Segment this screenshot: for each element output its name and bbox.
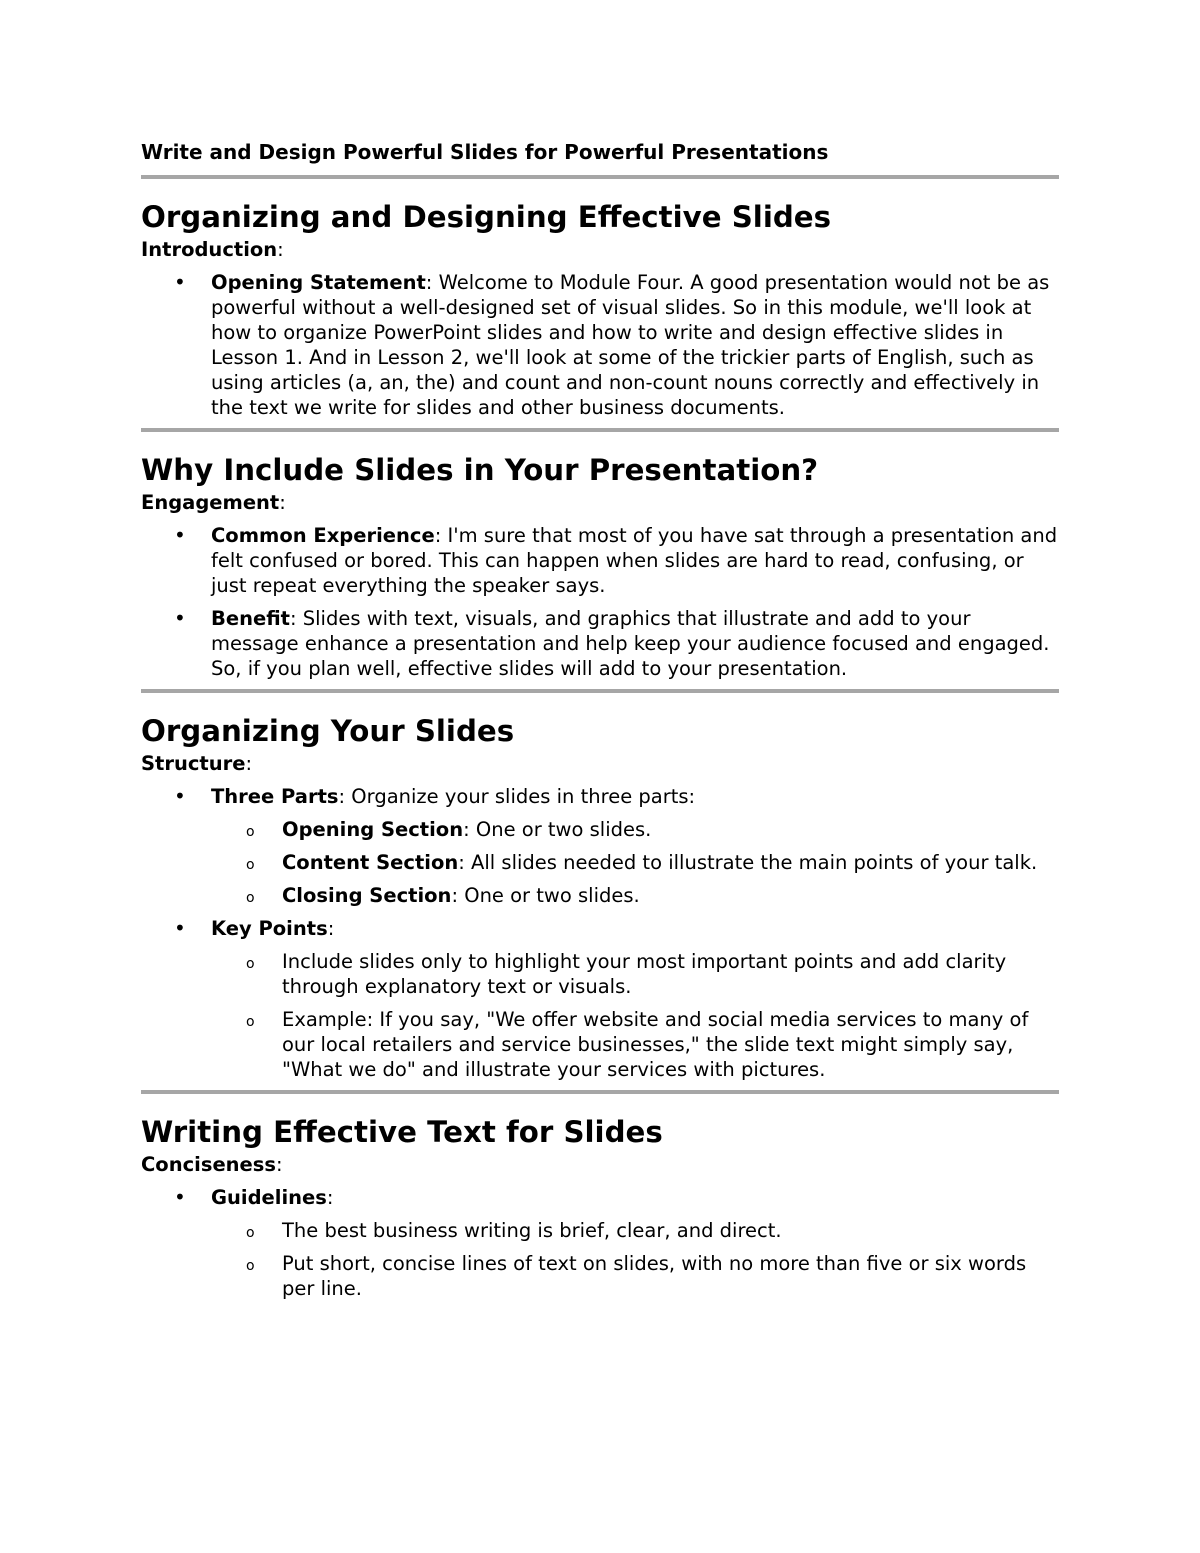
sub-bullet-list: [211, 1218, 1059, 1301]
sub-list-item: [211, 850, 1059, 875]
sub-bullet-icon: o: [246, 1225, 255, 1241]
list-item: [141, 270, 1059, 420]
section-divider: [141, 428, 1059, 432]
list-item: [141, 1185, 1059, 1301]
sub-bullet-icon: o: [246, 1014, 255, 1030]
subheading-label: Introduction: [141, 238, 278, 261]
section-subheading: [141, 490, 1059, 523]
subheading-label: Engagement: [141, 491, 280, 514]
item-term: Opening Statement: [211, 271, 426, 294]
bullet-list: [141, 523, 1059, 681]
sub-item-term: Content Section: [282, 851, 459, 874]
subheading-colon: :: [279, 491, 286, 514]
section-3: [141, 714, 1059, 1094]
bullet-icon: •: [174, 1185, 186, 1209]
sub-item-text: The best business writing is brief, clear, and direct.: [282, 1219, 782, 1242]
subheading-colon: :: [245, 752, 253, 775]
title-divider: [141, 175, 1059, 179]
section-4: [141, 1115, 1059, 1301]
section-subheading: [141, 1152, 1059, 1185]
sub-item-text: Example: If you say, "We offer website and social media services to many of our local retailers and service businesses," the slide text might simply say, "What we do" and illustrate your services with pictures.: [282, 1008, 1029, 1081]
term-colon: :: [425, 271, 439, 294]
bullet-list: [141, 1185, 1059, 1301]
list-item: [141, 523, 1059, 598]
term-colon: :: [338, 785, 352, 808]
bullet-icon: •: [174, 916, 186, 940]
sub-bullet-icon: o: [246, 824, 255, 840]
list-item: [141, 606, 1059, 681]
sub-list-item: [211, 817, 1059, 842]
bullet-list: [141, 784, 1059, 1082]
bullet-icon: •: [174, 270, 186, 294]
sub-bullet-icon: o: [246, 857, 255, 873]
item-term: Guidelines: [211, 1186, 327, 1209]
list-item: [141, 784, 1059, 908]
subheading-label: Conciseness: [141, 1153, 276, 1176]
sub-list-item: [211, 1251, 1059, 1301]
sub-item-term: Opening Section: [282, 818, 464, 841]
sub-list-item: [211, 1007, 1059, 1082]
sub-item-term: Closing Section: [282, 884, 452, 907]
item-term: Common Experience: [211, 524, 435, 547]
sub-item-text: Include slides only to highlight your most important points and add clarity through explanatory text or visuals.: [282, 950, 1007, 998]
section-divider: [141, 1090, 1059, 1094]
section-heading: Writing Effective Text for Slides: [141, 1115, 663, 1149]
sub-item-text: One or two slides.: [475, 818, 652, 841]
sub-item-text: All slides needed to illustrate the main points of your talk.: [471, 851, 1038, 874]
subheading-colon: :: [277, 238, 284, 261]
item-text: I'm sure that most of you have sat through a presentation and felt confused or bored. This can happen when slides are hard to read, confusing, or just repeat everything the speaker says.: [211, 524, 1058, 597]
item-term: Three Parts: [211, 785, 339, 808]
subheading-colon: :: [276, 1153, 283, 1176]
sub-list-item: [211, 883, 1059, 908]
section-heading: Organizing and Designing Effective Slides: [141, 200, 832, 234]
term-colon: :: [458, 851, 472, 874]
sub-bullet-list: [211, 949, 1059, 1082]
subheading-label: Structure: [141, 752, 246, 775]
section-2: [141, 453, 1059, 693]
bullet-list: [141, 270, 1059, 420]
item-term: Benefit: [211, 607, 290, 630]
bullet-icon: •: [174, 523, 186, 547]
bullet-icon: •: [174, 784, 186, 808]
sub-item-text: One or two slides.: [464, 884, 640, 907]
section-subheading: [141, 751, 1059, 784]
term-colon: :: [434, 524, 448, 547]
sub-bullet-icon: o: [246, 956, 255, 972]
sub-bullet-icon: o: [246, 890, 255, 906]
item-text: Slides with text, visuals, and graphics that illustrate and add to your message enhance a presentation and help keep your audience focused and engaged. So, if you plan well, effective slides will add to your presentation.: [211, 607, 1050, 680]
section-subheading: [141, 237, 1059, 270]
document-title: Write and Design Powerful Slides for Powerful Presentations: [141, 140, 829, 164]
term-colon: :: [289, 607, 303, 630]
item-text: Organize your slides in three parts:: [351, 785, 696, 808]
term-colon: :: [327, 917, 335, 940]
sub-bullet-icon: o: [246, 1258, 255, 1274]
list-item: [141, 916, 1059, 1082]
item-term: Key Points: [211, 917, 328, 940]
section-divider: [141, 689, 1059, 693]
document-body: [141, 200, 1059, 1301]
item-text: Welcome to Module Four. A good presentation would not be as powerful without a well-designed set of visual slides. So in this module, we'll look at how to organize PowerPoint slides and how to write and design effective slides in Lesson 1. And in Lesson 2, we'll look at some of the trickier parts of English, such as using articles (a, an, the) and count and non-count nouns correctly and effectively in the text we write for slides and other business documents.: [211, 271, 1050, 419]
term-colon: :: [463, 818, 476, 841]
term-colon: :: [326, 1186, 334, 1209]
sub-list-item: [211, 1218, 1059, 1243]
sub-list-item: [211, 949, 1059, 999]
document-page: [141, 138, 1059, 1309]
sub-bullet-list: [211, 817, 1059, 908]
section-heading: Why Include Slides in Your Presentation?: [141, 453, 819, 487]
term-colon: :: [451, 884, 465, 907]
section-heading: Organizing Your Slides: [141, 714, 515, 748]
sub-item-text: Put short, concise lines of text on slides, with no more than five or six words per line.: [282, 1252, 1027, 1300]
section-1: [141, 200, 1059, 432]
bullet-icon: •: [174, 606, 186, 630]
